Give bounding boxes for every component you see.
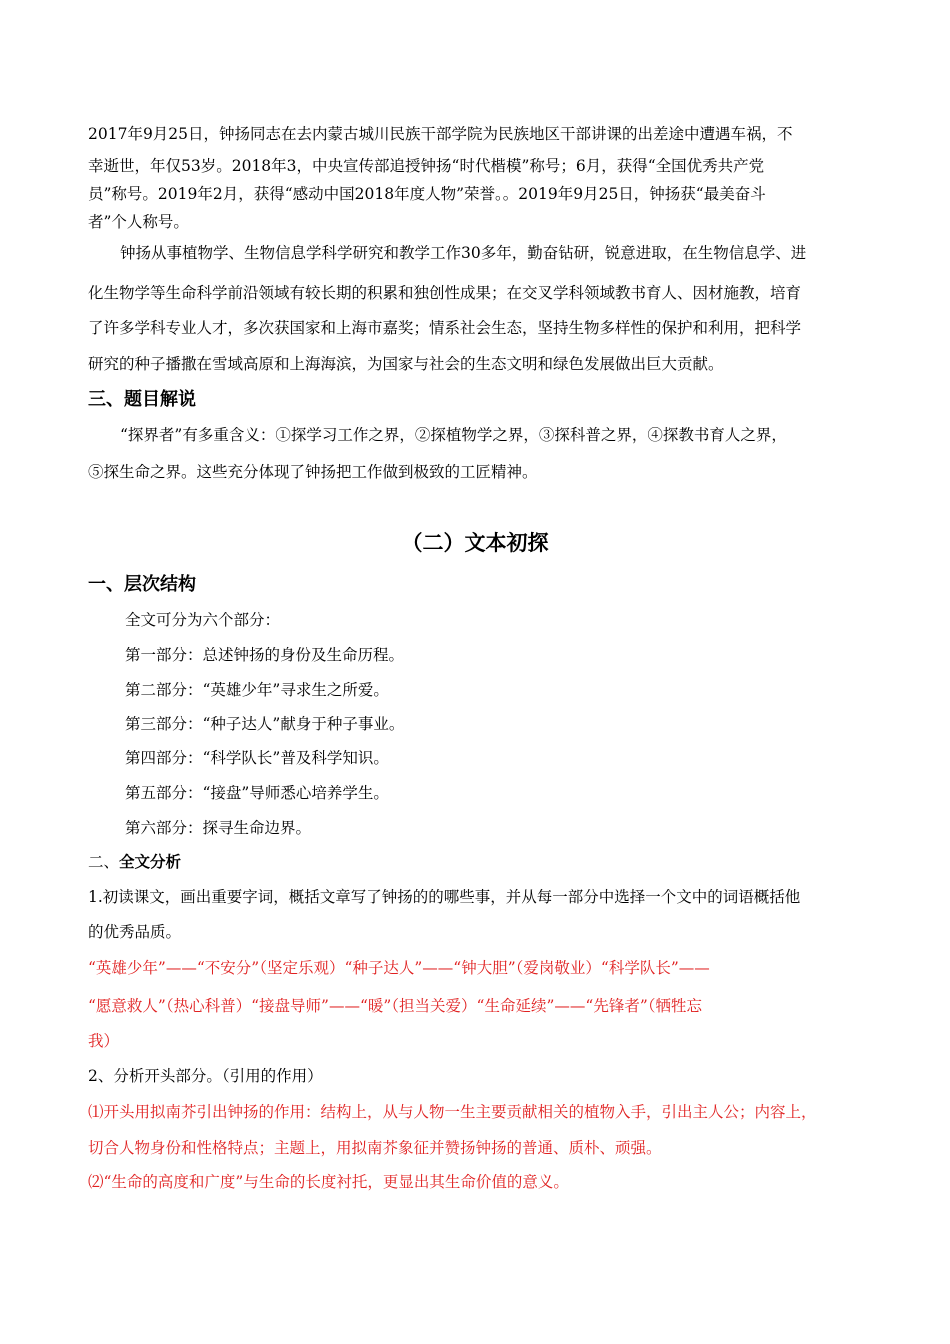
structure-part: 第二部分：“英雄少年”寻求生之所爱。 bbox=[125, 681, 389, 699]
question-line: 的优秀品质。 bbox=[88, 923, 182, 941]
analysis-heading-main: 全文分析 bbox=[119, 852, 182, 871]
structure-part: 第六部分：探寻生命边界。 bbox=[125, 819, 312, 837]
bio-line: 者”个人称号。 bbox=[88, 213, 189, 231]
answer-line: 我） bbox=[88, 1032, 120, 1050]
section3-line: “探界者”有多重含义：①探学习工作之界，②探植物学之界，③探科普之界，④探教书育人之界， bbox=[120, 426, 787, 444]
section-heading: 一、层次结构 bbox=[88, 574, 196, 595]
structure-intro: 全文可分为六个部分： bbox=[125, 611, 281, 629]
answer-line: 切合人物身份和性格特点；主题上，用拟南芥象征并赞扬钟扬的普通、质朴、顽强。 bbox=[88, 1139, 662, 1157]
answer-line: “英雄少年”——“不安分”（坚定乐观）“种子达人”——“钟大胆”（爱岗敬业）“科学队长”—— bbox=[88, 959, 710, 977]
bio-line: 2017年9月25日，钟扬同志在去内蒙古城川民族干部学院为民族地区干部讲课的出差途中遭遇车祸，不 bbox=[88, 125, 793, 143]
structure-part: 第三部分：“种子达人”献身于种子事业。 bbox=[125, 715, 405, 733]
section3-line: ⑤探生命之界。这些充分体现了钟扬把工作做到极致的工匠精神。 bbox=[88, 463, 538, 481]
section-heading: 三、题目解说 bbox=[88, 389, 196, 410]
career-line: 了许多学科专业人才，多次获国家和上海市嘉奖；情系社会生态，坚持生物多样性的保护和利用，把科学 bbox=[88, 319, 802, 337]
career-line: 化生物学等生命科学前沿领域有较长期的积累和独创性成果；在交叉学科领域教书育人、因材施教，培育 bbox=[88, 284, 802, 302]
analysis-heading-prefix: 二、 bbox=[88, 853, 120, 871]
question-line: 1.初读课文，画出重要字词，概括文章写了钟扬的的哪些事，并从每一部分中选择一个文中的词语概括他 bbox=[88, 888, 801, 906]
structure-part: 第四部分：“科学队长”普及科学知识。 bbox=[125, 749, 389, 767]
bio-line: 员”称号。2019年2月，获得“感动中国2018年度人物”荣誉。。2019年9月25日，钟扬获“最美奋斗 bbox=[88, 185, 766, 203]
answer-line: ⑴开头用拟南芥引出钟扬的作用：结构上，从与人物一生主要贡献相关的植物入手，引出主人公；内容上， bbox=[88, 1103, 817, 1121]
answer-line: “愿意救人”（热心科普）“接盘导师”——“暖”（担当关爱）“生命延续”——“先锋者”（牺牲忘 bbox=[88, 997, 702, 1015]
part-title: （二）文本初探 bbox=[401, 531, 549, 555]
bio-line: 幸逝世，年仅53岁。2018年3，中央宣传部追授钟扬“时代楷模”称号；6月，获得“全国优秀共产党 bbox=[88, 157, 765, 175]
answer-line: ⑵“生命的高度和广度”与生命的长度衬托，更显出其生命价值的意义。 bbox=[88, 1173, 569, 1191]
analysis-heading bbox=[88, 852, 868, 872]
structure-part: 第一部分：总述钟扬的身份及生命历程。 bbox=[125, 646, 405, 664]
question-line: 2、分析开头部分。（引用的作用） bbox=[88, 1067, 323, 1085]
career-line: 研究的种子播撒在雪域高原和上海海滨，为国家与社会的生态文明和绿色发展做出巨大贡献。 bbox=[88, 355, 724, 373]
structure-part: 第五部分：“接盘”导师悉心培养学生。 bbox=[125, 784, 389, 802]
career-line: 钟扬从事植物学、生物信息学科学研究和教学工作30多年，勤奋钻研，锐意进取，在生物信息学、进 bbox=[120, 244, 807, 262]
